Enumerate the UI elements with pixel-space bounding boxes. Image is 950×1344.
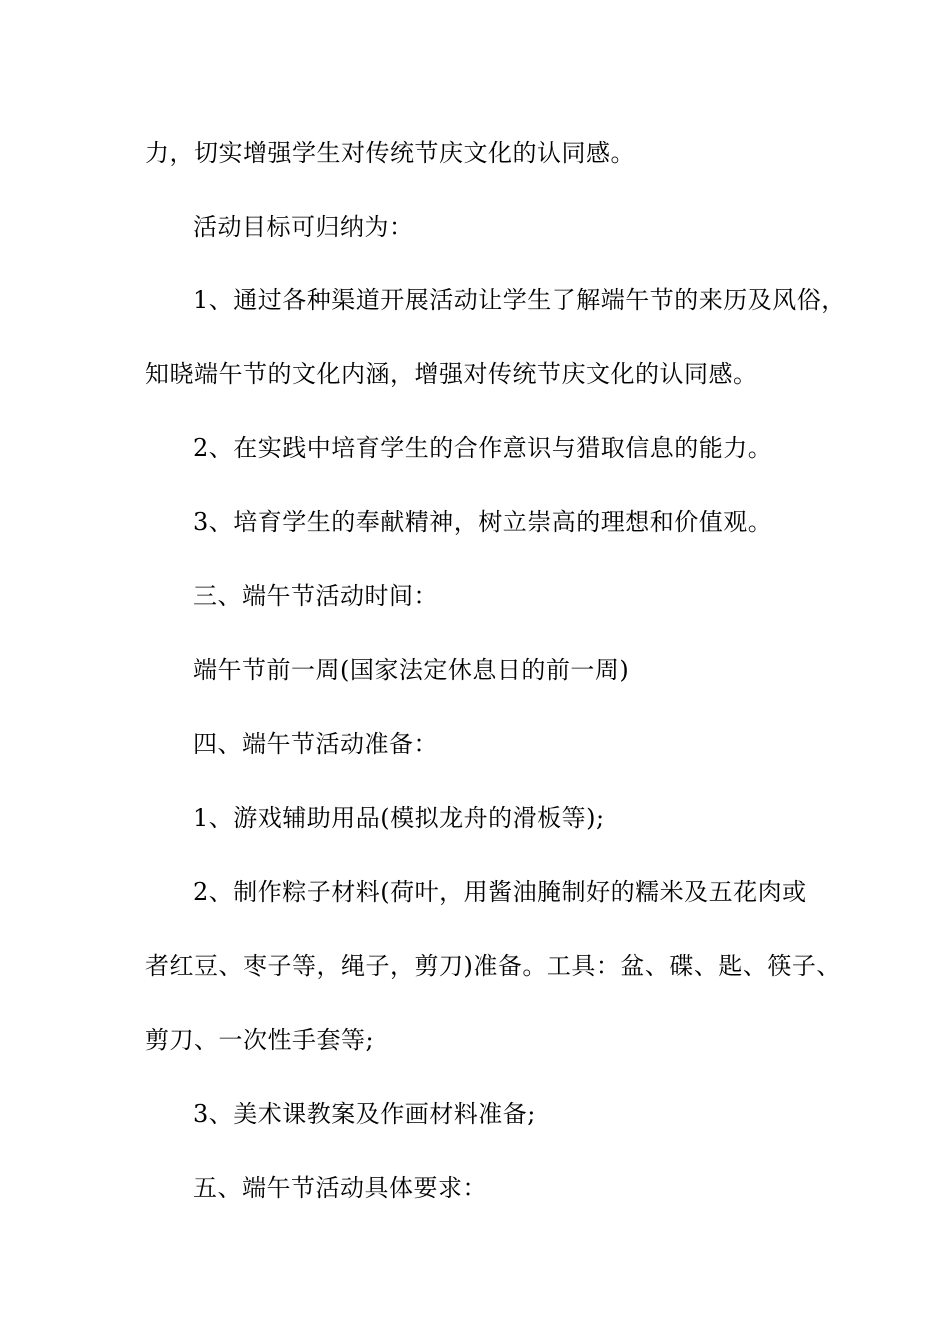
- text-line: 3、培育学生的奉献精神，树立崇高的理想和价值观。: [193, 508, 773, 536]
- section-heading: 五、端午节活动具体要求：: [193, 1174, 487, 1202]
- section-heading: 三、端午节活动时间：: [193, 582, 438, 610]
- text-line: 2、在实践中培育学生的合作意识与猎取信息的能力。: [193, 434, 773, 462]
- text-line: 2、制作粽子材料(荷叶，用酱油腌制好的糯米及五花肉或: [193, 878, 807, 906]
- text-line: 力，切实增强学生对传统节庆文化的认同感。: [145, 139, 635, 167]
- text-line: 1、游戏辅助用品(模拟龙舟的滑板等);: [193, 804, 605, 832]
- text-line: 知晓端午节的文化内涵，增强对传统节庆文化的认同感。: [145, 360, 758, 388]
- text-line: 1、通过各种渠道开展活动让学生了解端午节的来历及风俗，: [193, 286, 846, 314]
- text-line: 者红豆、枣子等，绳子，剪刀)准备。工具：盆、碟、匙、筷子、: [145, 952, 841, 980]
- section-heading: 四、端午节活动准备：: [193, 730, 438, 758]
- text-line: 3、美术课教案及作画材料准备;: [193, 1100, 536, 1128]
- text-line: 端午节前一周(国家法定休息日的前一周): [193, 656, 630, 684]
- text-line: 剪刀、一次性手套等;: [145, 1026, 375, 1054]
- text-line: 活动目标可归纳为：: [193, 213, 414, 241]
